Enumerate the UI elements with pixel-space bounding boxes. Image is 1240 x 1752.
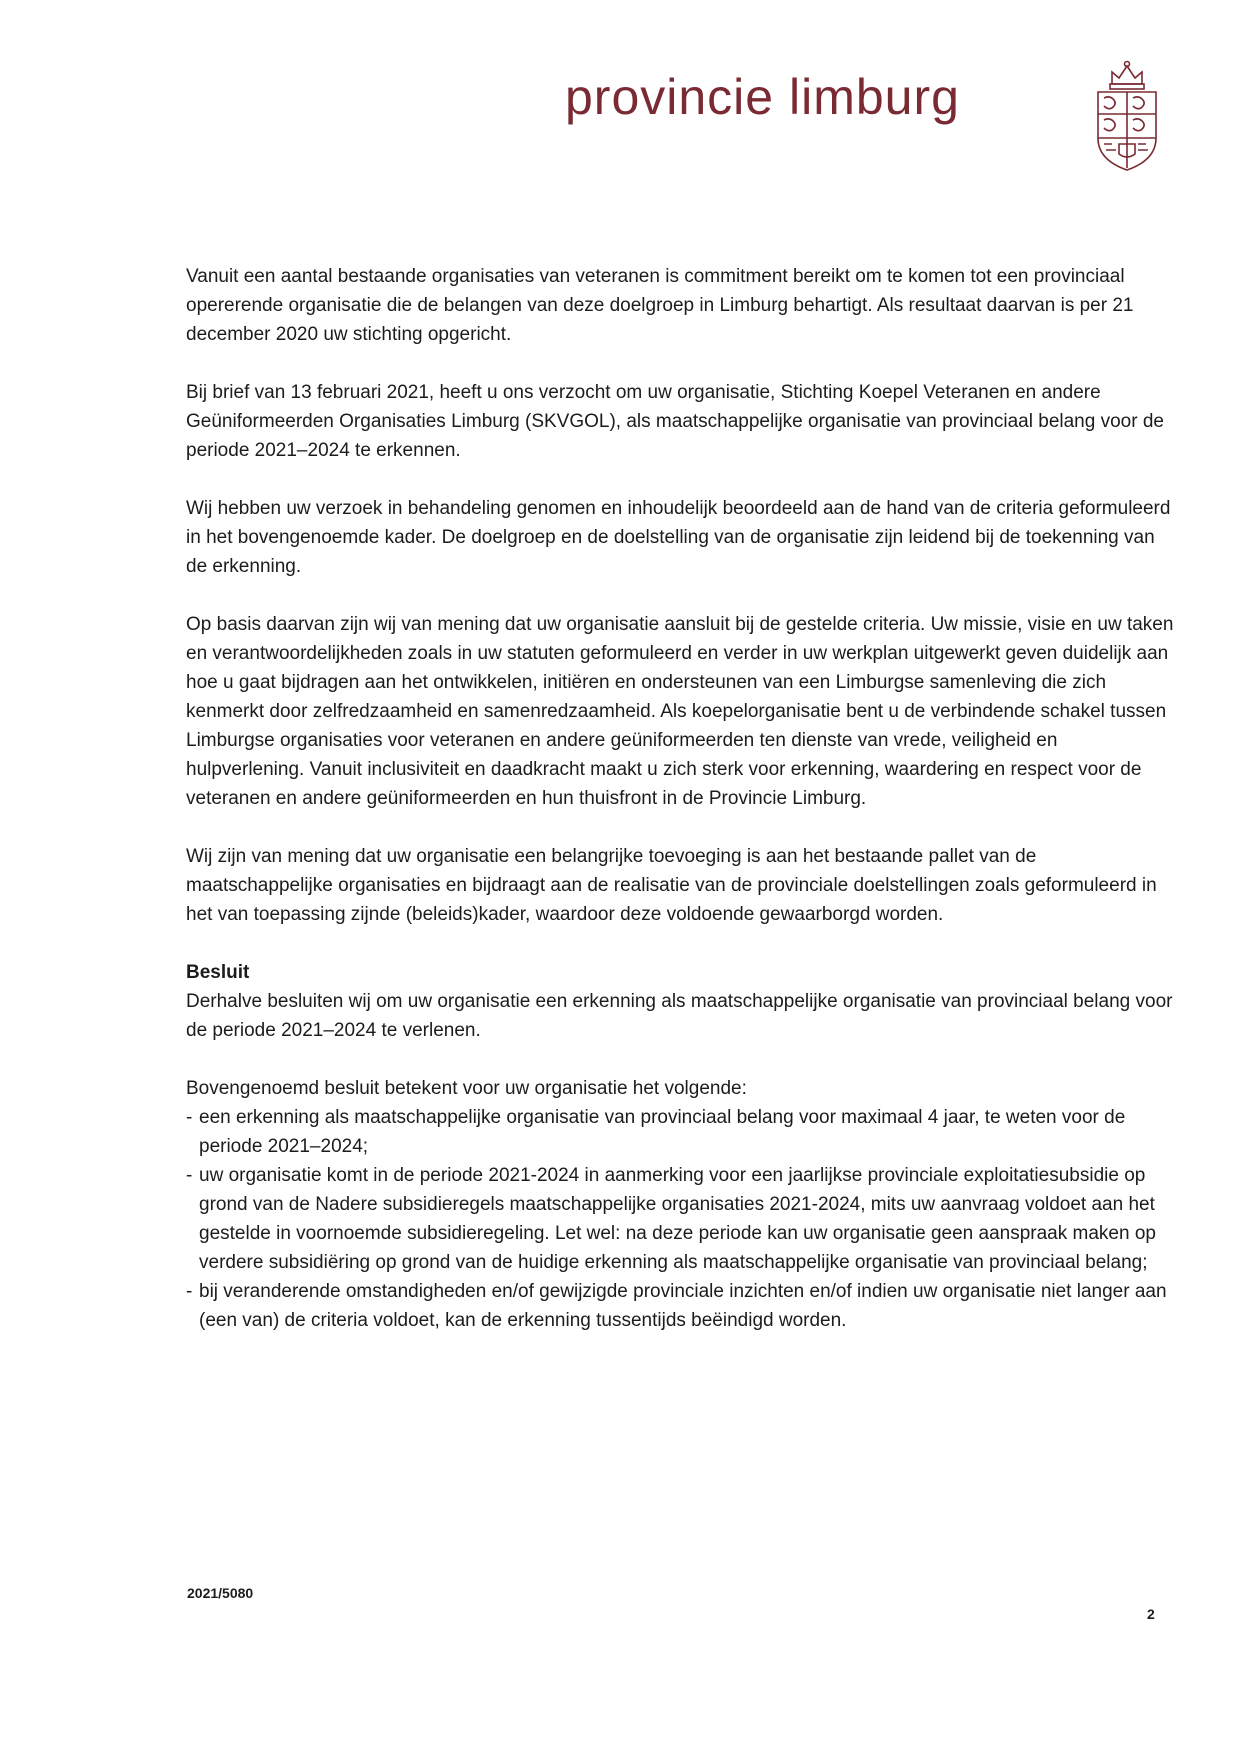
coat-of-arms-icon [1092, 56, 1162, 176]
paragraph-criteria: Op basis daarvan zijn wij van mening dat uw organisatie aansluit bij de gestelde criteria. Uw missie, visie en uw taken en verantwoordelijkheden zoals in uw statuten geformuleerd en verder in uw werkplan uitgewerkt geven duidelijk aan hoe u gaat bijdragen aan het ontwikkelen, initiëren en ondersteunen van een Limburgse samenleving die zich kenmerkt door zelfredzaamheid en samenredzaamheid. Als koepelorganisatie bent u de verbindende schakel tussen Limburgse organisaties voor veteranen en andere geüniformeerden ten dienste van vrede, veiligheid en hulpverlening. Vanuit inclusiviteit en daadkracht maakt u zich sterk voor erkenning, waardering en respect voor de veteranen en andere geüniformeerden en hun thuisfront in de Provincie Limburg. [186, 614, 1174, 809]
organization-name: provincie limburg [565, 69, 960, 125]
list-item-text: uw organisatie komt in de periode 2021-2024 in aanmerking voor een jaarlijkse provinciale exploitatiesubsidie op grond van de Nadere subsidieregels maatschappelijke organisaties 2021-2024, mits uw aanvraag voldoet aan het gestelde in voornoemde subsidieregeling. Let wel: na deze periode kan uw organisatie geen aanspraak maken op verdere subsidiëring op grond van de huidige erkenning als maatschappelijke organisatie van provinciaal belang; [199, 1165, 1156, 1273]
paragraph-consequences-intro: Bovengenoemd besluit betekent voor uw organisatie het volgende: [186, 1078, 747, 1099]
letter-body [186, 262, 1176, 1335]
consequences-list [186, 1103, 1176, 1335]
list-item [186, 1161, 1176, 1277]
paragraph-opinion: Wij zijn van mening dat uw organisatie een belangrijke toevoeging is aan het bestaande pallet van de maatschappelijke organisaties en bijdraagt aan de realisatie van de provinciale doelstellingen zoals geformuleerd in het van toepassing zijnde (beleids)kader, waardoor deze voldoende gewaarborgd worden. [186, 846, 1157, 925]
heading-besluit: Besluit [186, 962, 250, 983]
list-dash: - [186, 1281, 193, 1302]
paragraph-assessment: Wij hebben uw verzoek in behandeling genomen en inhoudelijk beoordeeld aan de hand van de criteria geformuleerd in het bovengenoemde kader. De doelgroep en de doelstelling van de organisatie zijn leidend bij de toekenning van de erkenning. [186, 498, 1171, 577]
list-item [186, 1277, 1176, 1335]
paragraph-request: Bij brief van 13 februari 2021, heeft u ons verzocht om uw organisatie, Stichting Koepel Veteranen en andere Geüniformeerden Organisaties Limburg (SKVGOL), als maatschappelijke organisatie van provinciaal belang voor de periode 2021–2024 te erkennen. [186, 382, 1164, 461]
list-item [186, 1103, 1176, 1161]
list-dash: - [186, 1165, 193, 1186]
list-item-text: een erkenning als maatschappelijke organisatie van provinciaal belang voor maximaal 4 jaar, te weten voor de periode 2021–2024; [199, 1107, 1126, 1157]
list-dash: - [186, 1107, 193, 1128]
page-number: 2 [1147, 1606, 1155, 1622]
document-reference: 2021/5080 [187, 1585, 254, 1601]
list-item-text: bij veranderende omstandigheden en/of gewijzigde provinciale inzichten en/of indien uw organisatie niet langer aan (een van) de criteria voldoet, kan de erkenning tussentijds beëindigd worden. [199, 1281, 1167, 1331]
paragraph-decision: Derhalve besluiten wij om uw organisatie een erkenning als maatschappelijke organisatie van provinciaal belang voor de periode 2021–2024 te verlenen. [186, 991, 1173, 1041]
paragraph-intro: Vanuit een aantal bestaande organisaties van veteranen is commitment bereikt om te komen tot een provinciaal opererende organisatie die de belangen van deze doelgroep in Limburg behartigt. Als resultaat daarvan is per 21 december 2020 uw stichting opgericht. [186, 266, 1134, 345]
